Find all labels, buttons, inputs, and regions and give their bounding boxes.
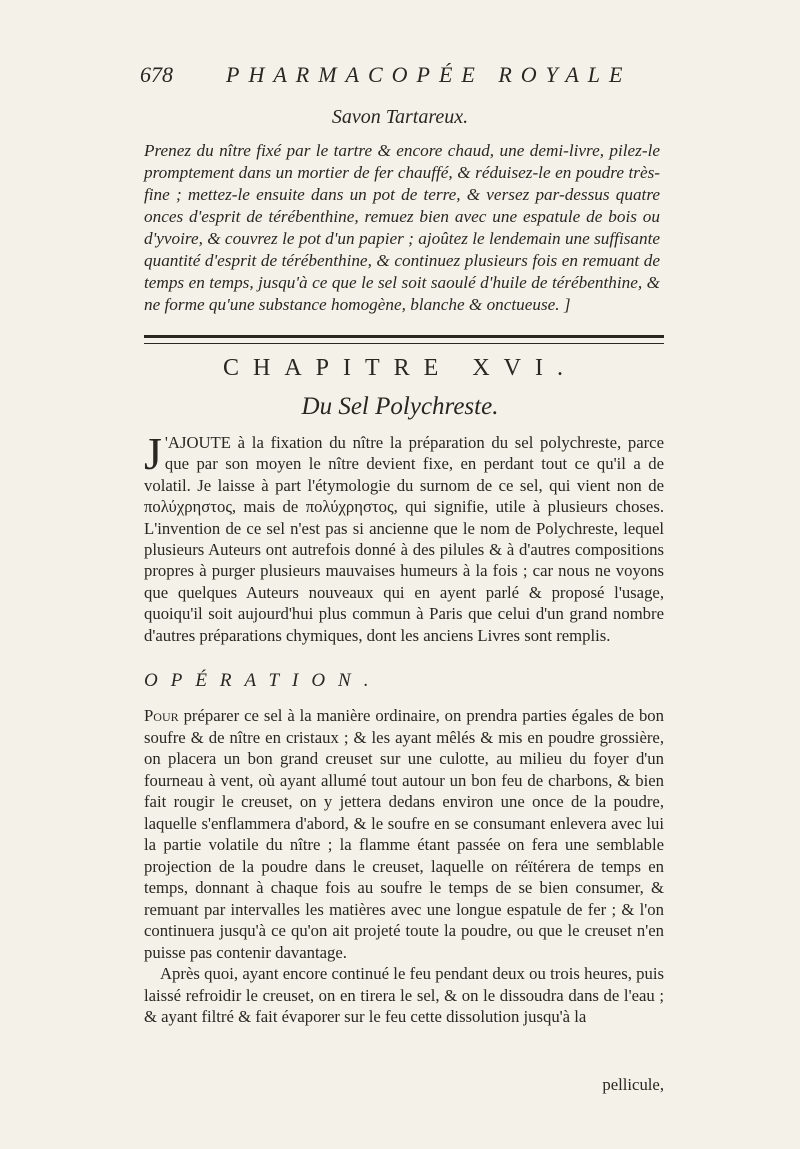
operation-heading: OPÉRATION.	[144, 670, 382, 691]
running-head: PHARMACOPÉE ROYALE	[226, 62, 632, 87]
operation-paragraph-2: Après quoi, ayant encore continué le feu pendant deux ou trois heures, puis laissé refroidir le creuset, on en tirera le sel, & on le dissoudra dans de l'eau ; & ayant filtré & fait évaporer sur le feu cette dissolution jusqu'à la	[144, 964, 664, 1026]
operation-text-1: préparer ce sel à la manière ordinaire, on prendra parties égales de bon soufre & de nître en cristaux ; & les ayant mêlés & mis en poudre grossière, on placera un bon grand creuset sur une culotte, au milieu du foyer d'un fourneau à vent, où ayant allumé tout autour un bon feu de charbons, & bien fait rougir le creuset, on y jettera dedans environ une once de la poudre, laquelle s'enflammera d'abord, & le soufre en se consumant enlevera avec lui la partie volatile du nître ; la flamme étant passée on fera une semblable projection de la poudre dans le creuset, laquelle on réïtérera de temps en temps, donnant à chaque fois au soufre le temps de se bien consumer, & remuant par intervalles les matières avec une longue espatule de fer ; & l'on continuera jusqu'à ce qu'on ait projeté toute la poudre, ou que le creuset n'en puisse pas contenir davantage.	[144, 706, 664, 962]
intro-paragraph	[144, 428, 664, 646]
drop-cap: J	[144, 428, 162, 479]
intro-text: à la fixation du nître la préparation du sel polychreste, parce que par son moyen le nître devient fixe, en perdant tout ce qu'il a de volatil. Je laisse à part l'étymologie du surnom de ce sel, qui vient non de πολύχρηστος, mais de πολύχρηστος, qui signifie, utile à plusieurs choses. L'invention de ce sel n'est pas si ancienne que le nom de Polychreste, lequel plusieurs Auteurs ont autrefois donné à des pilules & à d'autres compositions propres à purger plusieurs mauvaises humeurs à la fois ; car nous ne voyons que quelques Auteurs nouveaux qui en ayent parlé & proposé l'usage, quoiqu'il soit aujourd'hui plus commun à Paris que celui d'un grand nombre d'autres préparations chymiques, dont les anciens Livres sont remplis.	[144, 433, 664, 645]
section-title: Savon Tartareux.	[331, 106, 469, 128]
chapter-subtitle: Du Sel Polychreste.	[301, 393, 499, 420]
section-divider	[144, 335, 664, 344]
operation-body	[144, 705, 664, 1028]
operation-paragraph-1	[144, 705, 664, 963]
first-word-rest: 'AJOUTE	[164, 433, 231, 452]
recipe-paragraph: Prenez du nître fixé par le tartre & encore chaud, une demi-livre, pilez-le promptement dans un mortier de fer chauffé, & réduisez-le en poudre très-fine ; mettez-le ensuite dans un pot de terre, & versez par-dessus quatre onces d'esprit de térébenthine, remuez bien avec une espatule de bois ou d'yvoire, & couvrez le pot d'un papier ; ajoûtez le lendemain une suffisante quantité d'esprit de térébenthine, & continuez plusieurs fois en remuant de temps en temps, jusqu'à ce que le sel soit saoulé d'huile de térébenthine, & ne forme qu'une substance homogène, blanche & onctueuse. ]	[144, 141, 660, 314]
catchword: pellicule,	[602, 1075, 664, 1094]
lead-word: Pour	[144, 706, 179, 725]
page-number: 678	[140, 62, 173, 87]
chapter-heading: CHAPITRE XVI.	[223, 355, 577, 381]
page-header	[140, 62, 660, 92]
